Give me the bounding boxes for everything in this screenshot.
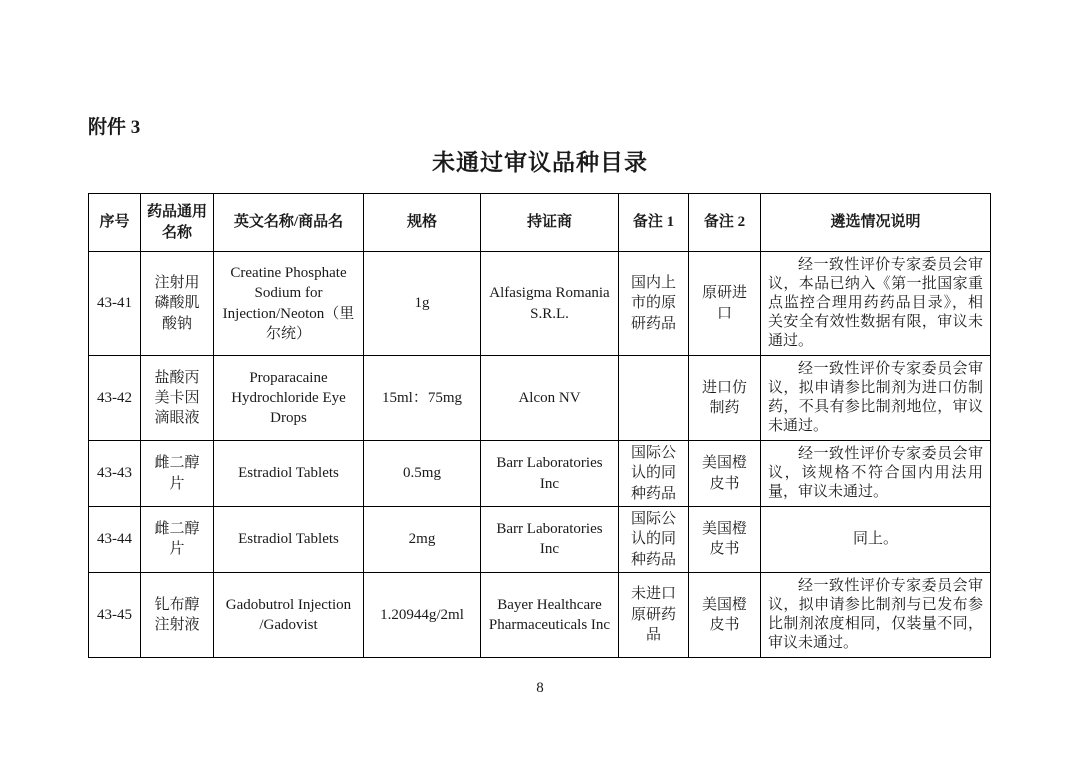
page-title: 未通过审议品种目录 [432,150,648,175]
unapproved-varieties-table [88,193,991,658]
holder-cell: Alfasigma Romania S.R.L. [481,252,619,356]
generic-name-cell: 钆布醇注射液 [141,572,214,657]
table-row [89,356,991,441]
generic-name-cell: 雌二醇片 [141,441,214,507]
holder-cell: Barr Laboratories Inc [481,507,619,573]
note2-cell: 原研进口 [689,252,761,356]
header-generic-name: 药品通用名称 [141,194,214,252]
table-header-row [89,194,991,252]
header-description: 遴选情况说明 [761,194,991,252]
note1-cell: 国际公认的同种药品 [619,507,689,573]
header-seq: 序号 [89,194,141,252]
note2-cell: 进口仿制药 [689,356,761,441]
english-name-cell: Proparacaine Hydrochloride Eye Drops [214,356,364,441]
description-cell: 经一致性评价专家委员会审议，本品已纳入《第一批国家重点监控合理用药药品目录》，相关安全有效性数据有限，审议未通过。 [761,252,991,356]
note2-cell: 美国橙皮书 [689,507,761,573]
description-cell: 经一致性评价专家委员会审议，该规格不符合国内用法用量，审议未通过。 [761,441,991,507]
header-english-name: 英文名称/商品名 [214,194,364,252]
note2-cell: 美国橙皮书 [689,572,761,657]
seq-cell: 43-44 [89,507,141,573]
header-spec: 规格 [364,194,481,252]
holder-cell: Alcon NV [481,356,619,441]
english-name-cell: Creatine Phosphate Sodium for Injection/Neoton（里尔统） [214,252,364,356]
page-number: 8 [536,680,544,696]
spec-cell: 1g [364,252,481,356]
attachment-label: 附件 3 [88,117,141,138]
holder-cell: Bayer Healthcare Pharmaceuticals Inc [481,572,619,657]
note1-cell [619,356,689,441]
table-row [89,252,991,356]
english-name-cell: Gadobutrol Injection /Gadovist [214,572,364,657]
note1-cell: 国际公认的同种药品 [619,441,689,507]
english-name-cell: Estradiol Tablets [214,441,364,507]
spec-cell: 2mg [364,507,481,573]
description-cell: 同上。 [761,507,991,573]
seq-cell: 43-43 [89,441,141,507]
generic-name-cell: 注射用磷酸肌酸钠 [141,252,214,356]
spec-cell: 15ml：75mg [364,356,481,441]
holder-cell: Barr Laboratories Inc [481,441,619,507]
generic-name-cell: 雌二醇片 [141,507,214,573]
header-holder: 持证商 [481,194,619,252]
generic-name-cell: 盐酸丙美卡因滴眼液 [141,356,214,441]
table-row [89,572,991,657]
description-cell: 经一致性评价专家委员会审议，拟申请参比制剂为进口仿制药，不具有参比制剂地位，审议未通过。 [761,356,991,441]
seq-cell: 43-42 [89,356,141,441]
spec-cell: 0.5mg [364,441,481,507]
note1-cell: 未进口原研药品 [619,572,689,657]
table-row [89,441,991,507]
header-note2: 备注 2 [689,194,761,252]
table-row [89,507,991,573]
english-name-cell: Estradiol Tablets [214,507,364,573]
seq-cell: 43-41 [89,252,141,356]
description-cell: 经一致性评价专家委员会审议，拟申请参比制剂与已发布参比制剂浓度相同，仅装量不同，审议未通过。 [761,572,991,657]
note2-cell: 美国橙皮书 [689,441,761,507]
header-note1: 备注 1 [619,194,689,252]
note1-cell: 国内上市的原研药品 [619,252,689,356]
spec-cell: 1.20944g/2ml [364,572,481,657]
seq-cell: 43-45 [89,572,141,657]
